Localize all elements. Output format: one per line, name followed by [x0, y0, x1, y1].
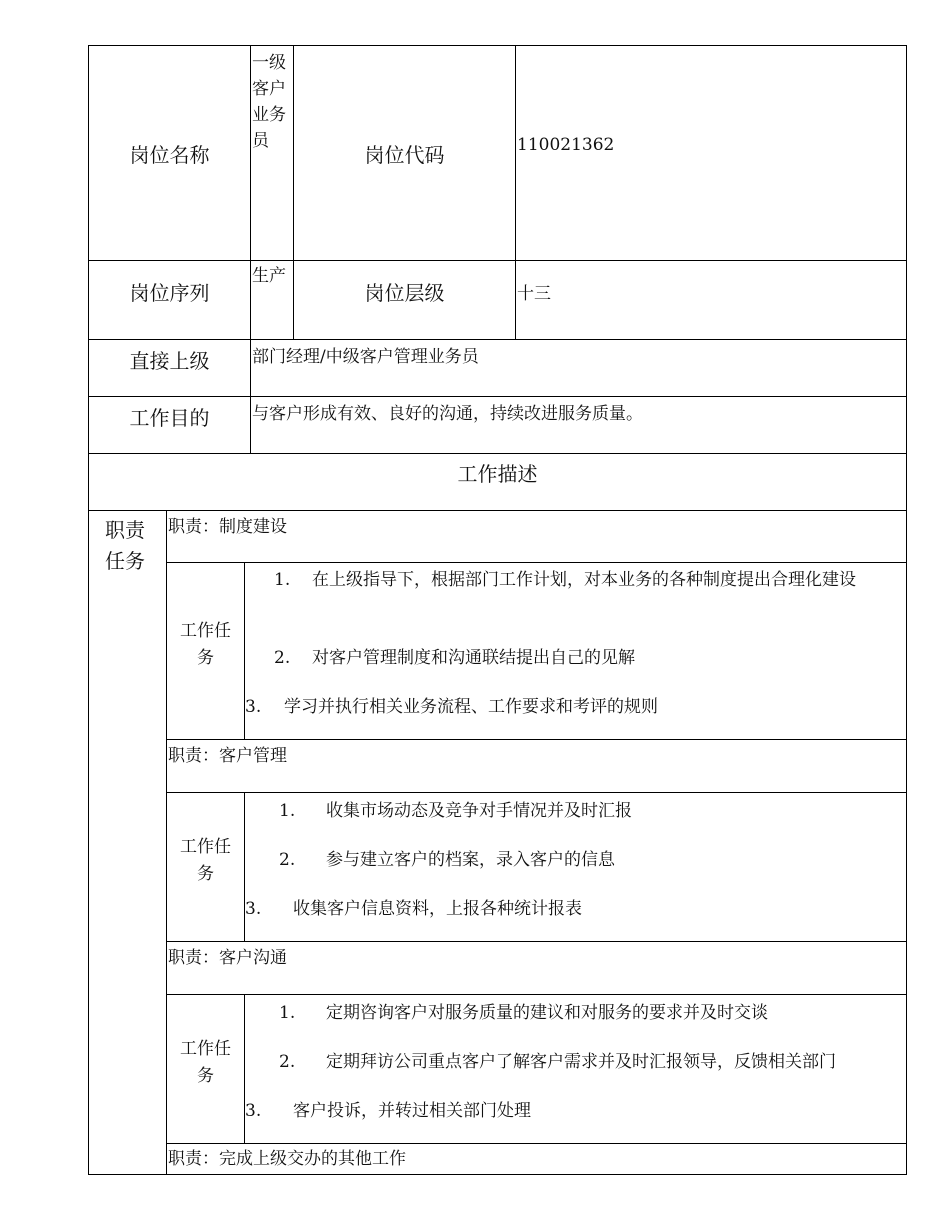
duty-title: 职责：客户管理 — [166, 739, 907, 793]
task-label: 工作任务 — [166, 562, 245, 740]
position-series-label: 岗位序列 — [88, 260, 251, 340]
duty-title: 职责：完成上级交办的其他工作 — [166, 1143, 907, 1175]
task-item: 3. 学习并执行相关业务流程、工作要求和考评的规则 — [245, 697, 658, 717]
duty-title: 职责：制度建设 — [166, 510, 907, 563]
position-name-label: 岗位名称 — [88, 45, 251, 261]
task-label: 工作任务 — [166, 994, 245, 1144]
position-code-label: 岗位代码 — [293, 45, 516, 261]
task-list — [244, 562, 907, 740]
task-item: 3. 客户投诉，并转过相关部门处理 — [245, 1101, 531, 1121]
task-item: 1. 定期咨询客户对服务质量的建议和对服务的要求并及时交谈 — [279, 1003, 768, 1023]
task-list — [244, 994, 907, 1144]
position-name-value: 一级客户业务员 — [250, 45, 294, 261]
position-level-label: 岗位层级 — [293, 260, 516, 340]
duties-label: 职责任务 — [88, 510, 167, 1175]
task-item: 2. 参与建立客户的档案，录入客户的信息 — [279, 850, 615, 870]
purpose-label: 工作目的 — [88, 396, 251, 454]
task-item: 1. 收集市场动态及竞争对手情况并及时汇报 — [279, 801, 632, 821]
task-label: 工作任务 — [166, 792, 245, 942]
description-title: 工作描述 — [88, 453, 907, 511]
position-level-value: 十三 — [515, 260, 907, 340]
position-series-value: 生产 — [250, 260, 294, 340]
task-item: 3. 收集客户信息资料，上报各种统计报表 — [245, 899, 582, 919]
position-code-value: 110021362 — [515, 45, 907, 261]
duty-title: 职责：客户沟通 — [166, 941, 907, 995]
task-item: 1. 在上级指导下，根据部门工作计划，对本业务的各种制度提出合理化建设 — [274, 570, 856, 590]
superior-value: 部门经理/中级客户管理业务员 — [250, 339, 907, 397]
task-list — [244, 792, 907, 942]
superior-label: 直接上级 — [88, 339, 251, 397]
task-item: 2. 定期拜访公司重点客户了解客户需求并及时汇报领导，反馈相关部门 — [279, 1052, 836, 1072]
purpose-value: 与客户形成有效、良好的沟通，持续改进服务质量。 — [250, 396, 907, 454]
task-item: 2. 对客户管理制度和沟通联结提出自己的见解 — [274, 648, 635, 668]
